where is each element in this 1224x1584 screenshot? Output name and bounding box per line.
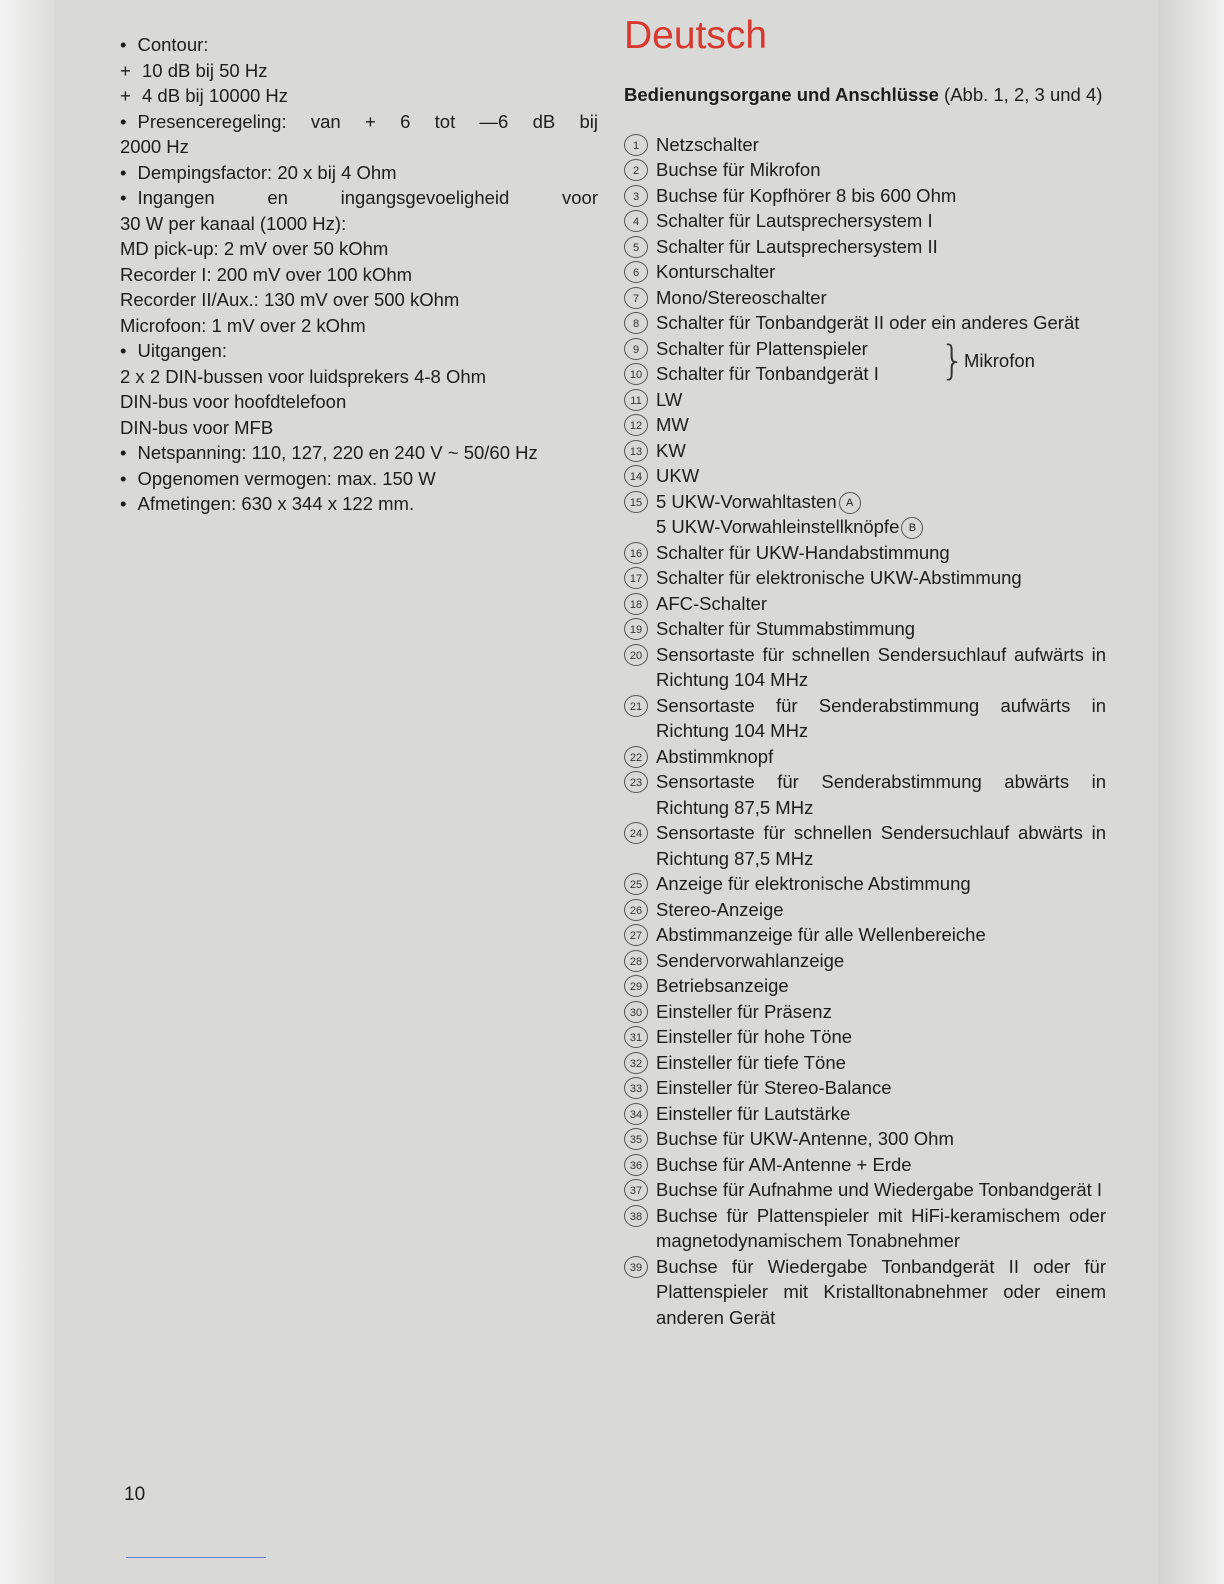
spec-line: • Ingangen en ingangsgevoeligheid voor: [120, 185, 598, 211]
item-label: Schalter für Tonbandgerät II oder ein anderes Gerät: [656, 312, 1080, 333]
item-number: 31: [624, 1026, 648, 1048]
spec-line: + 10 dB bij 50 Hz: [120, 58, 598, 84]
item-label: Einsteller für tiefe Töne: [656, 1051, 846, 1073]
item-number: 18: [624, 593, 648, 615]
item-number: 2: [624, 159, 648, 181]
section-heading: [624, 82, 1106, 108]
control-item: [624, 948, 1106, 974]
controls-list: [624, 132, 1106, 1331]
item-number: 22: [624, 746, 648, 768]
item-number: 29: [624, 975, 648, 997]
item-number: 17: [624, 567, 648, 589]
item-label: Einsteller für hohe Töne: [656, 1026, 853, 1047]
item-label: Abstimmanzeige für alle Wellenbereiche: [656, 924, 986, 945]
control-item: [624, 820, 1106, 871]
item-number: 24: [624, 822, 648, 844]
control-item: [624, 540, 1106, 566]
control-item: [624, 183, 1106, 209]
item-label: Einsteller für Lautstärke: [656, 1102, 851, 1124]
spec-line: + 4 dB bij 10000 Hz: [120, 83, 598, 109]
item-number: 35: [624, 1128, 648, 1150]
control-item: [624, 208, 1106, 234]
item-line: 5 UKW-Vorwahleinstellknöpfe: [656, 516, 900, 537]
item-number: 30: [624, 1001, 648, 1023]
item-number: 32: [624, 1052, 648, 1074]
item-number: 5: [624, 236, 648, 258]
control-item: [624, 259, 1106, 285]
section-title: Deutsch: [624, 14, 768, 57]
item-number: 3: [624, 185, 648, 207]
control-item: [624, 769, 1106, 820]
item-label: [656, 489, 1106, 540]
control-item: [624, 999, 1106, 1025]
spec-line: • Afmetingen: 630 x 344 x 122 mm.: [120, 491, 598, 517]
spec-line: Recorder II/Aux.: 130 mV over 500 kOhm: [120, 289, 460, 310]
item-number: 14: [624, 465, 648, 487]
control-item: [624, 1101, 1106, 1127]
item-number: 21: [624, 695, 648, 717]
item-label: Mono/Stereoschalter: [656, 286, 827, 308]
specifications-column: [120, 32, 598, 517]
control-item: [624, 412, 1106, 438]
item-number: 25: [624, 873, 648, 895]
item-number: 12: [624, 414, 648, 436]
control-item: [624, 1075, 1106, 1101]
spec-line: Recorder I: 200 mV over 100 kOhm: [120, 263, 413, 285]
spec-line: • Opgenomen vermogen: max. 150 W: [120, 466, 598, 492]
control-item: [624, 157, 1106, 183]
control-item: [624, 1152, 1106, 1178]
control-item: [624, 565, 1106, 591]
item-label: Konturschalter: [656, 261, 776, 282]
page-number: 10: [124, 1484, 146, 1505]
control-item: [624, 642, 1106, 693]
heading-bold: Bedienungsorgane und Anschlüsse: [624, 84, 939, 105]
heading-reference: (Abb. 1, 2, 3 und 4): [938, 84, 1103, 105]
control-item: [624, 438, 1106, 464]
item-number: 10: [624, 363, 648, 385]
control-item: [624, 234, 1106, 260]
item-number: 37: [624, 1179, 648, 1201]
control-item: [624, 387, 1106, 413]
item-label: Betriebsanzeige: [656, 975, 789, 996]
item-number: 15: [624, 491, 648, 513]
spec-line: 2 x 2 DIN-bussen voor luidsprekers 4-8 Ohm: [120, 365, 487, 387]
item-label: Einsteller für Stereo-Balance: [656, 1077, 892, 1098]
spec-line: DIN-bus voor hoofdtelefoon: [120, 391, 347, 412]
item-number: 4: [624, 210, 648, 232]
control-item: [624, 1203, 1106, 1254]
spec-line: DIN-bus voor MFB: [120, 416, 274, 438]
item-label: KW: [656, 439, 686, 461]
item-label: Buchse für AM-Antenne + Erde: [656, 1153, 912, 1175]
item-label: Sensortaste für Senderabstimmung abwärts in Richtung 87,5 MHz: [656, 771, 1106, 818]
spec-line: MD pick-up: 2 mV over 50 kOhm: [120, 238, 389, 259]
spec-line: • Netspanning: 110, 127, 220 en 240 V ~ 50/60 Hz: [120, 440, 598, 466]
item-label: Schalter für Tonbandgerät I: [656, 363, 879, 384]
item-label: Einsteller für Präsenz: [656, 1000, 832, 1022]
item-label: LW: [656, 388, 683, 410]
item-label: Buchse für Kopfhörer 8 bis 600 Ohm: [656, 184, 957, 206]
item-label: Sensortaste für Senderabstimmung aufwärts in Richtung 104 MHz: [656, 694, 1106, 741]
spec-line: • Presenceregeling: van + 6 tot —6 dB bij: [120, 109, 598, 135]
control-item: [624, 897, 1106, 923]
spec-line: Microfoon: 1 mV over 2 kOhm: [120, 314, 366, 336]
spec-line: • Dempingsfactor: 20 x bij 4 Ohm: [120, 160, 598, 186]
control-item: [624, 871, 1106, 897]
control-item: [624, 489, 1106, 540]
item-number: 7: [624, 287, 648, 309]
item-number: 19: [624, 618, 648, 640]
item-label: Schalter für Lautsprechersystem I: [656, 210, 933, 231]
item-line: 5 UKW-Vorwahltasten: [656, 490, 837, 512]
controls-column: [624, 12, 1106, 1330]
item-label: Schalter für Stummabstimmung: [656, 618, 916, 639]
control-item: [624, 1254, 1106, 1331]
item-number: 8: [624, 312, 648, 334]
item-number: 9: [624, 338, 648, 360]
item-number: 11: [624, 389, 648, 411]
item-label: AFC-Schalter: [656, 592, 768, 614]
item-number: 27: [624, 924, 648, 946]
mikrofon-group: [624, 336, 1106, 387]
brace-label: Mikrofon: [964, 349, 1035, 371]
item-label: Netzschalter: [656, 133, 759, 155]
control-item: [624, 463, 1106, 489]
control-item: [624, 1177, 1106, 1203]
control-item: [624, 1024, 1106, 1050]
item-number: 13: [624, 440, 648, 462]
item-number: 38: [624, 1205, 648, 1227]
item-label: Schalter für Lautsprechersystem II: [656, 235, 938, 257]
item-number: 26: [624, 899, 648, 921]
spec-line: 30 W per kanaal (1000 Hz):: [120, 212, 347, 234]
control-item: [624, 1050, 1106, 1076]
item-label: MW: [656, 414, 689, 435]
item-label: UKW: [656, 465, 700, 486]
spec-line: • Uitgangen:: [120, 338, 598, 364]
control-item: [624, 132, 1106, 158]
item-label: Schalter für elektronische UKW-Abstimmung: [656, 567, 1022, 588]
control-item: [624, 693, 1106, 744]
control-item: [624, 744, 1106, 770]
spec-line: • Contour:: [120, 32, 598, 58]
item-number: 16: [624, 542, 648, 564]
item-number: 36: [624, 1154, 648, 1176]
item-label: Buchse für Wiedergabe Tonbandgerät II oder für Plattenspieler mit Kristalltonabnehmer oder einem anderen Gerät: [656, 1255, 1106, 1328]
control-item: [624, 922, 1106, 948]
spec-line: 2000 Hz: [120, 136, 189, 157]
control-item: [624, 310, 1106, 336]
brace: }: [940, 337, 966, 384]
item-number: 34: [624, 1103, 648, 1125]
control-item: [624, 285, 1106, 311]
control-item: [624, 591, 1106, 617]
control-item: [624, 616, 1106, 642]
marker-b: B: [901, 517, 923, 539]
item-number: 39: [624, 1256, 648, 1278]
item-number: 28: [624, 950, 648, 972]
item-label: Buchse für UKW-Antenne, 300 Ohm: [656, 1128, 954, 1149]
item-number: 33: [624, 1077, 648, 1099]
item-label: Sensortaste für schnellen Sendersuchlauf aufwärts in Richtung 104 MHz: [656, 643, 1106, 690]
divider: [126, 1557, 266, 1558]
marker-a: A: [839, 492, 861, 514]
item-label: Anzeige für elektronische Abstimmung: [656, 873, 971, 894]
item-number: 20: [624, 644, 648, 666]
item-label: Buchse für Plattenspieler mit HiFi-keramischem oder magnetodynamischem Tonabnehmer: [656, 1204, 1106, 1251]
item-label: Sendervorwahlanzeige: [656, 949, 845, 971]
item-label: Sensortaste für schnellen Sendersuchlauf abwärts in Richtung 87,5 MHz: [656, 822, 1106, 869]
item-label: Buchse für Mikrofon: [656, 159, 821, 180]
item-label: Abstimmknopf: [656, 745, 774, 767]
item-number: 6: [624, 261, 648, 283]
item-label: Stereo-Anzeige: [656, 898, 784, 920]
item-label: Schalter für UKW-Handabstimmung: [656, 541, 950, 563]
control-item: [624, 973, 1106, 999]
item-label: Schalter für Plattenspieler: [656, 337, 868, 359]
item-number: 23: [624, 771, 648, 793]
control-item: [624, 1126, 1106, 1152]
item-number: 1: [624, 134, 648, 156]
item-label: Buchse für Aufnahme und Wiedergabe Tonbandgerät I: [656, 1179, 1103, 1200]
